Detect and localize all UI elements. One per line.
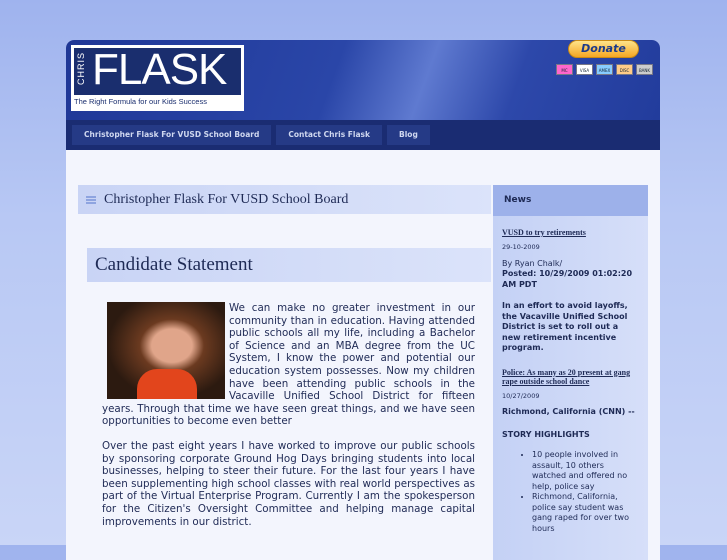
news-dateline: Richmond, California (CNN) -- bbox=[502, 407, 635, 416]
news-heading: News bbox=[493, 185, 648, 216]
logo-tagline: The Right Formula for our Kids Success bbox=[74, 97, 207, 106]
bank-icon: BANK bbox=[636, 64, 653, 75]
page-title: Christopher Flask For VUSD School Board bbox=[104, 191, 349, 207]
news-summary: In an effort to avoid layoffs, the Vacaville Unified School District is set to roll out a new retirement incentive program. bbox=[502, 301, 628, 352]
page-container bbox=[66, 40, 660, 560]
site-logo[interactable] bbox=[71, 45, 244, 111]
main-nav bbox=[66, 120, 660, 150]
nav-home[interactable]: Christopher Flask For VUSD School Board bbox=[72, 125, 271, 145]
nav-blog[interactable]: Blog bbox=[387, 125, 430, 145]
main-content bbox=[78, 185, 491, 540]
paragraph: Over the past eight years I have worked to improve our public schools by sponsoring corporate Ground Hog Days bringing students into local businesses, helping to steer their future. For the last four years I have been supplementing high school classes with real world perspectives as part of the Virtual Enterprise Program. Currently I am the spokesperson for the Citizen's Oversight Committee and helping manage capital improvements in our district. bbox=[102, 439, 475, 528]
statement-body bbox=[102, 302, 475, 528]
visa-icon: VISA bbox=[576, 64, 593, 75]
page-title-bar bbox=[78, 185, 491, 214]
news-date: 10/27/2009 bbox=[502, 391, 540, 400]
news-date: 29-10-2009 bbox=[502, 243, 540, 251]
news-link[interactable]: VUSD to try retirements bbox=[502, 228, 586, 237]
candidate-photo bbox=[107, 302, 225, 399]
section-heading: Candidate Statement bbox=[87, 248, 491, 282]
paragraph: We can make no greater investment in our community than in education. Having attended public schools all my life, including a Bachelor of Science and an MBA degree from the UC System, I know the power and potential our education system possesses. Now my children have been attending public schools in the Vacaville Unified School District for fifteen years. Through that time we have seen great things, and we have seen opportunities to become even better bbox=[102, 302, 475, 428]
highlight-item: • Richmond, California, police say student was gang raped for over two hours bbox=[532, 492, 639, 534]
news-sidebar bbox=[493, 185, 648, 560]
nav-contact[interactable]: Contact Chris Flask bbox=[276, 125, 382, 145]
logo-flask: FLASK bbox=[92, 45, 227, 94]
discover-icon: DISC bbox=[616, 64, 633, 75]
menu-icon bbox=[86, 196, 96, 204]
news-byline: By Ryan Chalk/ bbox=[502, 258, 563, 268]
header bbox=[66, 40, 660, 120]
donate-button[interactable]: Donate bbox=[568, 40, 639, 58]
highlights-list bbox=[532, 450, 639, 534]
mastercard-icon: MC bbox=[556, 64, 573, 75]
news-posted: Posted: 10/29/2009 01:02:20 AM PDT bbox=[502, 269, 633, 289]
highlight-item: • 10 people involved in assault, 10 others watched and offered no help, police say bbox=[532, 450, 639, 492]
payment-cards bbox=[556, 64, 653, 75]
news-link[interactable]: Police: As many as 20 present at gang rape outside school dance bbox=[502, 367, 631, 386]
highlights-label: STORY HIGHLIGHTS bbox=[502, 429, 590, 439]
amex-icon: AMEX bbox=[596, 64, 613, 75]
logo-chris: CHRIS bbox=[76, 52, 86, 86]
